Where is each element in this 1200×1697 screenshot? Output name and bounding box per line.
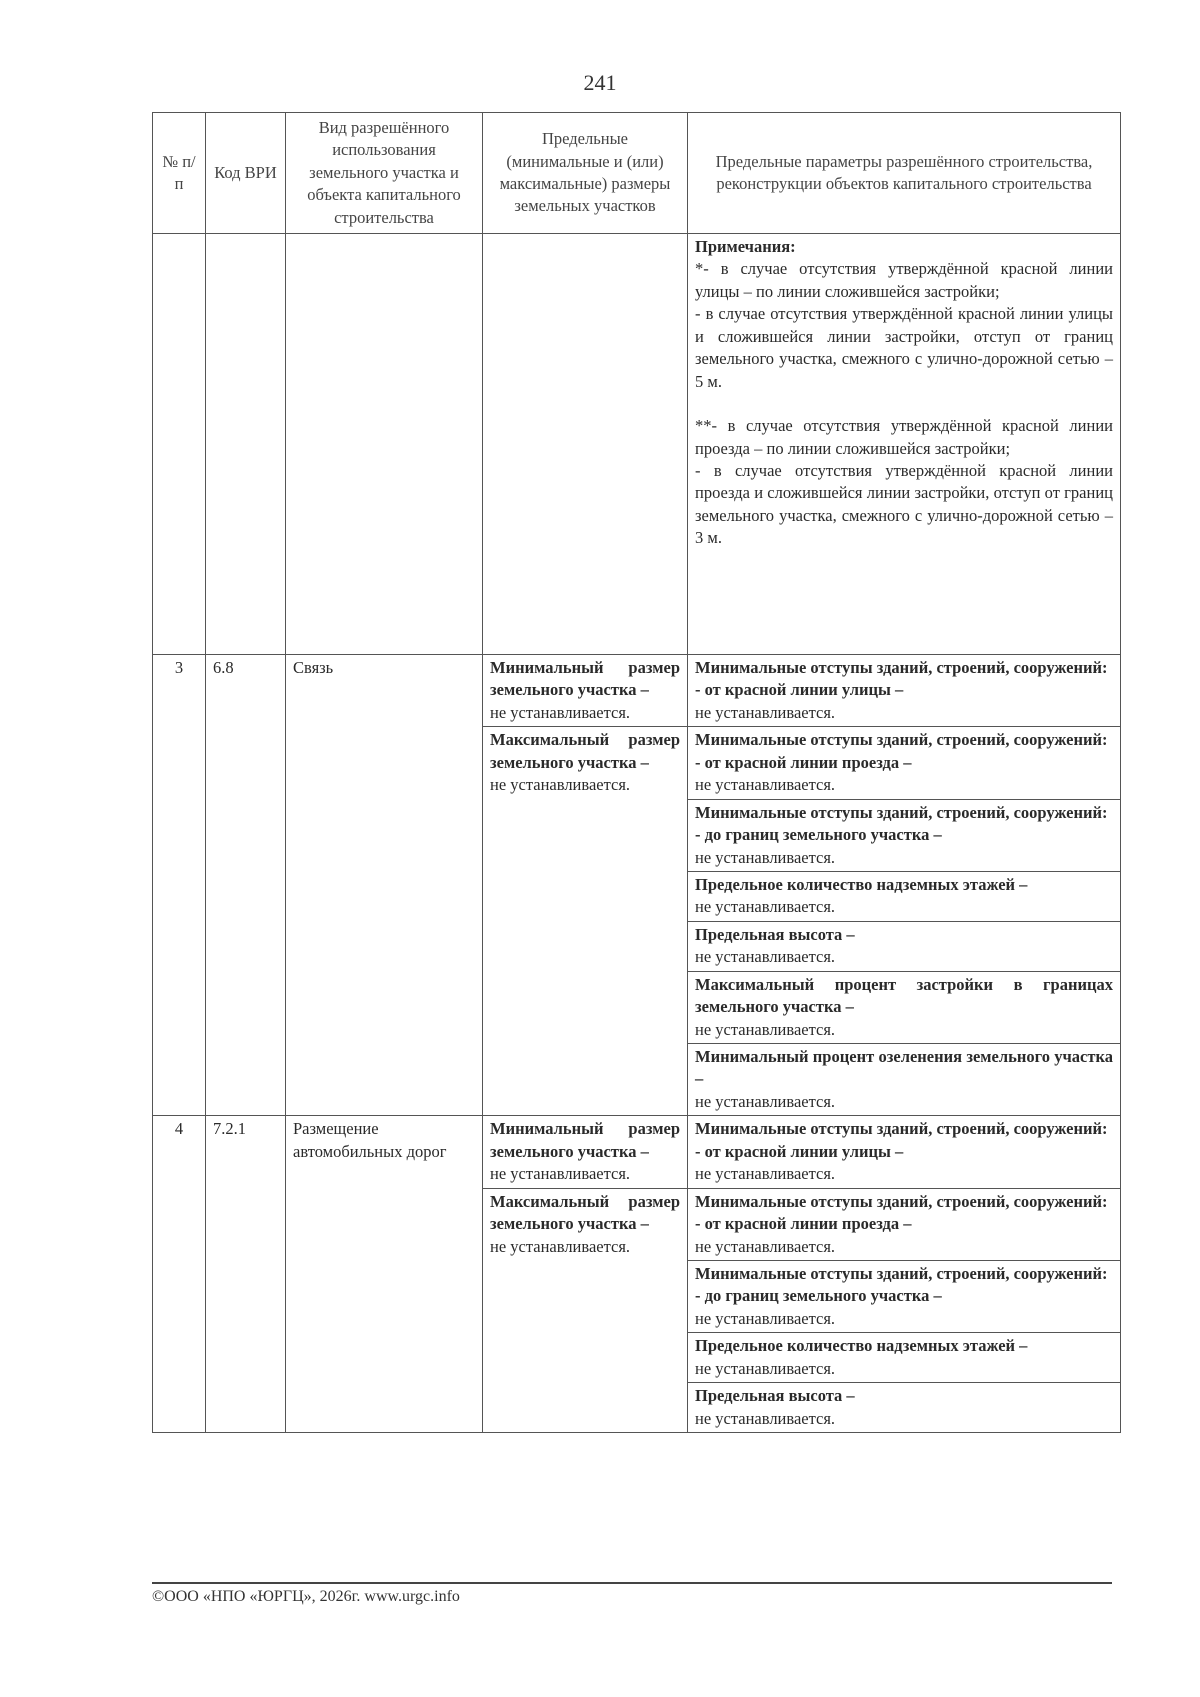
param-label: Минимальный процент озеленения земельного участка – — [695, 1047, 1113, 1089]
max-size-label: Максимальный размер земельного участка – — [490, 1191, 680, 1234]
param-cell — [688, 1260, 1121, 1332]
cell-empty — [153, 234, 206, 655]
cell-empty — [483, 234, 688, 655]
param-cell — [688, 971, 1121, 1043]
min-size-cell — [483, 1116, 688, 1188]
param-label: Минимальные отступы зданий, строений, сооружений: — [695, 658, 1108, 677]
param-value: не устанавливается. — [695, 1358, 836, 1378]
footer-copyright: ©ООО «НПО «ЮРГЦ», 2026г. www.urgc.info — [152, 1588, 460, 1605]
param-detail: - от красной линии проезда – — [695, 1214, 912, 1234]
param-label: Предельная высота – — [695, 924, 855, 944]
min-size-value: не устанавливается. — [490, 702, 631, 722]
param-cell — [688, 871, 1121, 921]
max-size-value: не устанавливается. — [490, 775, 631, 795]
notes-cell — [688, 234, 1121, 655]
param-value: не устанавливается. — [695, 897, 836, 917]
min-size-cell — [483, 655, 688, 727]
header-usage: Вид разрешённого использования земельного участка и объекта капитального строительства — [286, 113, 483, 234]
row-usage: Размещение автомобильных дорог — [286, 1116, 483, 1433]
param-detail: - до границ земельного участка – — [695, 825, 942, 845]
header-num: № п/п — [153, 113, 206, 234]
max-size-label: Максимальный размер земельного участка – — [490, 730, 680, 772]
param-label: Предельное количество надземных этажей – — [695, 874, 1028, 894]
max-size-cell — [483, 727, 688, 1116]
row-code: 6.8 — [206, 655, 286, 1116]
min-size-label: Минимальный размер земельного участка – — [490, 658, 680, 700]
param-cell — [688, 1333, 1121, 1383]
param-cell — [688, 799, 1121, 871]
param-value: не устанавливается. — [695, 1236, 836, 1256]
note-paragraph: - в случае отсутствия утверждённой красной линии улицы и сложившейся линии застройки, отступ от границ земельного участка, смежного с улично-дорожной сетью – 5 м. — [695, 304, 1113, 391]
param-label: Минимальные отступы зданий, строений, сооружений: — [695, 1119, 1108, 1139]
param-label: Минимальные отступы зданий, строений, сооружений: — [695, 730, 1108, 750]
header-sizes: Предельные (минимальные и (или) максимальные) размеры земельных участков — [483, 113, 688, 234]
table-row — [153, 1116, 1121, 1188]
param-value: не устанавливается. — [695, 1019, 836, 1039]
header-params: Предельные параметры разрешённого строительства, реконструкции объектов капитального строительства — [688, 113, 1121, 234]
param-cell — [688, 1044, 1121, 1116]
cell-empty — [286, 234, 483, 655]
param-value: не устанавливается. — [695, 1091, 836, 1111]
max-size-cell — [483, 1188, 688, 1432]
param-cell — [688, 655, 1121, 727]
param-cell — [688, 1188, 1121, 1260]
param-cell — [688, 1383, 1121, 1433]
header-code: Код ВРИ — [206, 113, 286, 234]
param-label: Максимальный процент застройки в границах земельного участка – — [695, 974, 1113, 1017]
table-row — [153, 655, 1121, 727]
param-label: Минимальные отступы зданий, строений, сооружений: — [695, 802, 1108, 822]
footer-divider — [152, 1582, 1112, 1584]
param-label: Минимальные отступы зданий, строений, сооружений: — [695, 1263, 1108, 1283]
note-paragraph: *- в случае отсутствия утверждённой красной линии улицы – по линии сложившейся застройки; — [695, 259, 1113, 301]
param-value: не устанавливается. — [695, 702, 836, 722]
row-code: 7.2.1 — [206, 1116, 286, 1433]
param-cell — [688, 1116, 1121, 1188]
regulations-table — [152, 112, 1121, 1433]
table-header-row — [153, 113, 1121, 234]
param-value: не устанавливается. — [695, 947, 836, 967]
table-row-notes — [153, 234, 1121, 655]
param-detail: - до границ земельного участка – — [695, 1286, 942, 1306]
param-value: не устанавливается. — [695, 1308, 836, 1328]
page-number: 241 — [583, 70, 617, 95]
param-value: не устанавливается. — [695, 1164, 836, 1184]
param-label: Предельное количество надземных этажей – — [695, 1336, 1028, 1356]
param-cell — [688, 727, 1121, 799]
param-label: Предельная высота – — [695, 1386, 855, 1406]
row-number: 3 — [153, 655, 206, 1116]
param-detail: - от красной линии улицы – — [695, 1141, 904, 1161]
note-paragraph: - в случае отсутствия утверждённой красной линии проезда и сложившейся линии застройки, отступ от границ земельного участка, смежного с улично-дорожной сетью – 3 м. — [695, 460, 1113, 548]
note-paragraph: **- в случае отсутствия утверждённой красной линии проезда – по линии сложившейся застройки; — [695, 416, 1113, 458]
param-value: не устанавливается. — [695, 1408, 836, 1428]
param-cell — [688, 921, 1121, 971]
cell-empty — [206, 234, 286, 655]
min-size-value: не устанавливается. — [490, 1164, 631, 1184]
notes-title: Примечания: — [695, 237, 796, 256]
min-size-label: Минимальный размер земельного участка – — [490, 1119, 680, 1161]
param-detail: - от красной линии улицы – — [695, 680, 904, 700]
param-label: Минимальные отступы зданий, строений, сооружений: — [695, 1191, 1108, 1211]
param-value: не устанавливается. — [695, 775, 836, 795]
row-number: 4 — [153, 1116, 206, 1433]
param-detail: - от красной линии проезда – — [695, 752, 912, 772]
param-value: не устанавливается. — [695, 847, 836, 867]
row-usage: Связь — [286, 655, 483, 1116]
max-size-value: не устанавливается. — [490, 1236, 631, 1256]
